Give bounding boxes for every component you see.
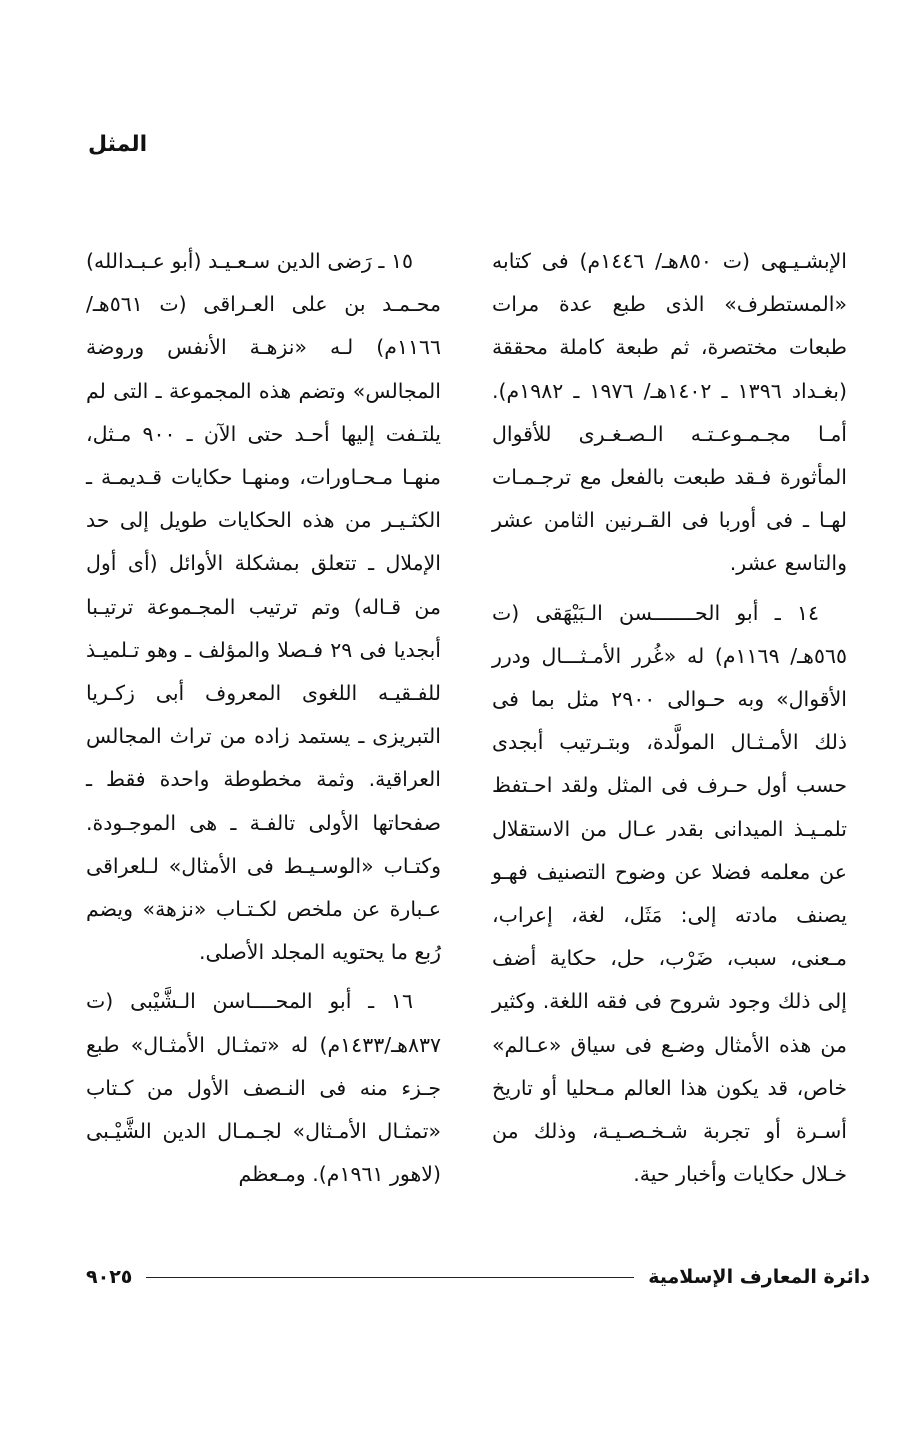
paragraph-ibshihi-continuation: الإبشـيـهى (ت ٨٥٠هـ/ ١٤٤٦م) فى كتابه «المستطرف» الذى طبع عدة مرات طبعات مختصرة، ثم طبعة كاملة محققة (بغـداد ١٣٩٦ ـ ١٤٠٢هـ/ ١٩٧٦ ـ ١٩٨٢م). أمـا مجـمـوعـتـه الـصـغـرى للأقوال المأثورة فـقد طبعت بالفعل مع ترجـمـات لهـا ـ فى أوربا فى القـرنين الثامن عشر والتاسع عشر. — [492, 249, 848, 576]
paragraph-entry-15-iraqi: ١٥ ـ رَضى الدين سـعـيـد (أبو عـبـدالله) محـمـد بن على العـراقى (ت ٥٦١هـ/١١٦٦م) لـه «نزهـة الأنفس وروضة المجالس» وتضم هذه المجموعة ـ التى لم يلتـفت إليها أحـد حتى الآن ـ ٩٠٠ مـثل، منهـا مـحـاورات، ومنهـا حكايات قـديمـة ـ الكثـيـر من هذه الحكايات طويل إلى حد الإملال ـ تتعلق بمشكلة الأوائل (أى أول من قـاله) وتم ترتيب المجـموعة ترتيـبا أبجديا فى ٢٩ فـصلا والمؤلف ـ وهو تـلميـذ للفـقيـه اللغوى المعروف أبى زكـريا التبريزى ـ يستمد زاده من تراث المجالس العراقية. وثمة مخطوطة واحدة فقط ـ صفحاتها الأولى تالفـة ـ هى الموجـودة. وكتـاب «الوسـيـط فى الأمثال» لـلعراقى عـبارة عن ملخص لكـتـاب «نزهة» ويضم رُبع ما يحتويه المجلد الأصلى. — [86, 249, 442, 965]
paragraph-entry-16-shaybi: ١٦ ـ أبو المحــــاسن الـشَّيْبى (ت ٨٣٧هـ/١٤٣٣م) له «تمثـال الأمثـال» طبع جـزء منه فى النـصف الأول من كـتاب «تمثـال الأمـثال» لجـمـال الدين الشَّيْـبى (لاهور ١٩٦١م). ومـعظم — [86, 989, 441, 1187]
left-column — [86, 240, 441, 1196]
footer-page-number: ٩٠٢٥ — [86, 1266, 133, 1288]
paragraph-entry-14-bayhaqi: ١٤ ـ أبو الحـــــــسن الـبَيْهَقى (ت ٥٦٥هـ/ ١١٦٩م) له «غُرر الأمـثـــال ودرر الأقوال» وبه حـوالى ٢٩٠٠ مثل بما فى ذلك الأمـثـال المولَّدة، وبتـرتيب أبجدى حسب أول حـرف فى المثل ولقد احـتفظ تلمـيـذ الميدانى بقدر عـال من الاستقلال عن معلمه فضلا عن وضوح التصنيف فهـو يصنف مادته إلى: مَثَل، لغة، إعراب، مـعنى، سبب، ضَرْب، حل، حكاية أضف إلى ذلك وجود شروح فى فقه اللغة. وكثير من هذه الأمثال وضـع فى سياق «عـالم» خاص، قد يكون هذا العالم مـحليا أو تاريخ أسـرة أو تجربة شـخـصـيـة، وذلك من خـلال حكايات وأخبار حية. — [492, 600, 847, 1187]
footer-rule — [146, 1277, 634, 1278]
page-footer — [86, 1262, 870, 1292]
right-column — [492, 240, 847, 1196]
footer-journal-title: دائرة المعارف الإسلامية — [648, 1266, 870, 1288]
running-header-title: المثل — [88, 132, 148, 157]
